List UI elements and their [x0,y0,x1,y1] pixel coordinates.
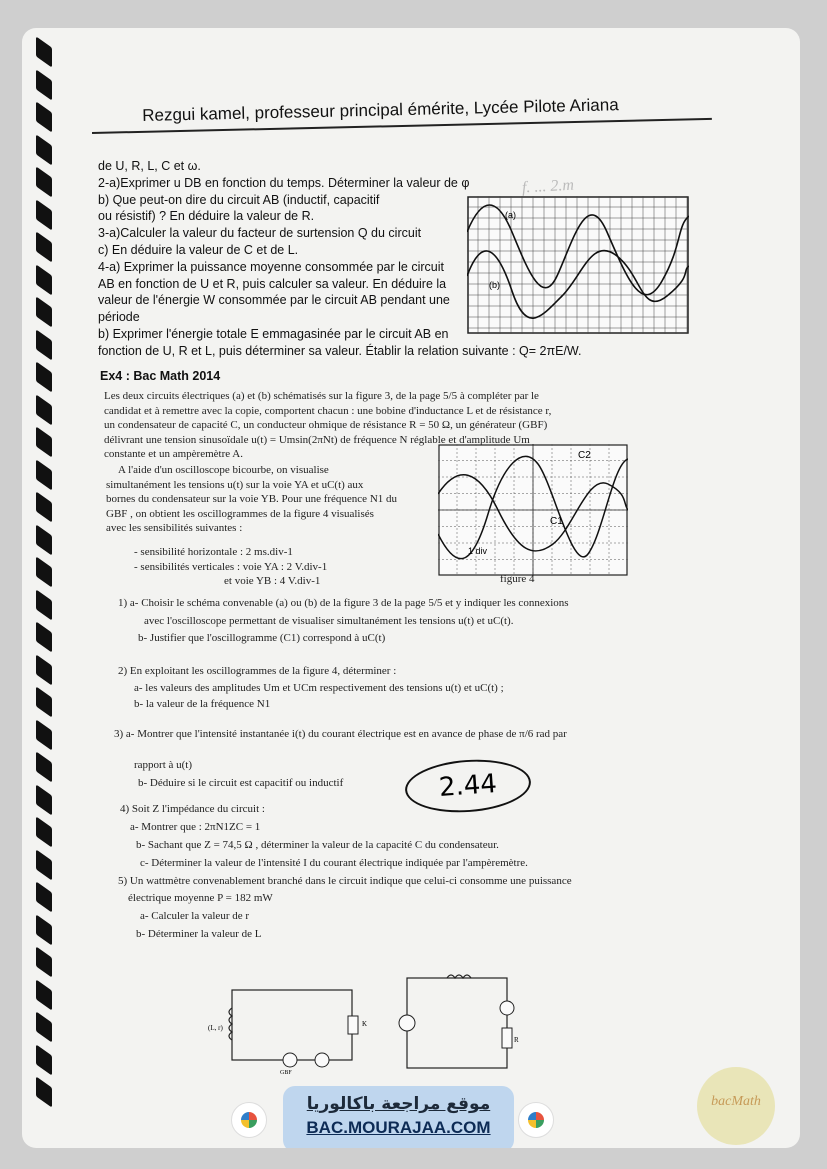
question-line: b- Déterminer la valeur de L [136,928,262,940]
spiral-ring [36,361,52,392]
circuit-r-label: R [514,1036,519,1044]
question-line: b- Déduire si le circuit est capacitif ou inductif [138,777,344,789]
question-line: 3) a- Montrer que l'intensité instantanée i(t) du courant électrique est en avance de phase de π/6 rad par [114,728,567,740]
pencil-note: f. ... 2.m [521,176,575,197]
spiral-ring [36,231,52,262]
text-line: ou résistif) ? En déduire la valeur de R. [98,209,315,224]
text-line: un condensateur de capacité C, un conducteur ohmique de résistance R = 50 Ω, un générateur (GBF) [104,419,548,431]
text-line: candidat et à remettre avec la copie, comportent chacun : une bobine d'inductance L et de résistance r, [104,404,552,417]
spiral-ring [36,816,52,847]
text-line: période [98,310,140,325]
text-line: A l'aide d'un oscilloscope bicourbe, on visualise [118,464,329,476]
text-line: bornes du condensateur sur la voie YB. Pour une fréquence N1 du [106,493,398,505]
c1-label: C1 [550,516,563,527]
question-line: c- Déterminer la valeur de l'intensité I du courant électrique indiquée par l'ampèremètre. [140,857,528,869]
spiral-ring [36,101,52,132]
text-line: 3-a)Calculer la valeur du facteur de surtension Q du circuit [98,226,422,241]
spiral-ring [36,394,52,425]
graph-1 [467,196,689,334]
text-line: fonction de U, R et L, puis déterminer sa valeur. Établir la relation suivante : Q= 2πE/W. [98,343,582,358]
question-line: rapport à u(t) [134,759,193,771]
text-line: GBF , on obtient les oscillogrammes de la figure 4 visualisés [106,507,374,520]
spiral-ring [36,459,52,490]
spiral-ring [36,264,52,295]
spiral-ring [36,979,52,1010]
circuit-k-label: K [362,1020,368,1028]
circuit-gbf-label: GBF [280,1070,292,1076]
spiral-ring [36,199,52,230]
spiral-ring [36,654,52,685]
text-line: de U, R, L, C et ω. [98,159,201,173]
spiral-ring [36,36,52,67]
question-line: b- la valeur de la fréquence N1 [134,698,271,710]
site-logo-left [231,1102,267,1138]
question-line: 2) En exploitant les oscillogrammes de la figure 4, déterminer : [118,665,397,677]
text-line: avec les sensibilités suivantes : [106,522,243,534]
text-line: - sensibilité horizontale : 2 ms.div-1 [134,546,293,558]
text-line: constante et un ampèremètre A. [104,448,243,460]
spiral-ring [36,69,52,100]
question-line: a- Calculer la valeur de r [140,910,250,922]
spiral-ring [36,946,52,977]
question-line: 1) a- Choisir le schéma convenable (a) ou (b) de la figure 3 de la page 5/5 et y indiquer les connexions [118,597,569,609]
curve-b-label: (b) [489,280,500,290]
spiral-ring [36,621,52,652]
text-line: et voie YB : 4 V.div-1 [224,575,321,587]
spiral-ring [36,491,52,522]
circuit-a-label: (L, r) [208,1024,223,1032]
question-line: b- Justifier que l'oscillogramme (C1) correspond à uC(t) [138,632,386,644]
spiral-ring [36,1044,52,1075]
spiral-ring [36,1011,52,1042]
text-line: AB en fonction de U et R, puis calculer sa valeur. En déduire la [98,276,447,291]
spiral-ring [36,329,52,360]
circuits [202,968,522,1078]
text-line: b) Que peut-on dire du circuit AB (inductif, capacitif [98,192,380,207]
text-line: c) En déduire la valeur de C et de L. [98,243,299,257]
document-page [22,28,800,1148]
text-line: délivrant une tension sinusoïdale u(t) = Umsin(2πNt) de fréquence N réglable et d'amplitude Um [104,433,530,446]
spiral-ring [36,881,52,912]
figure-4 [438,444,628,576]
spiral-ring [36,784,52,815]
spiral-ring [36,1076,52,1107]
text-line: b) Exprimer l'énergie totale E emmagasinée par le circuit AB en [98,327,449,341]
site-logo-right [518,1102,554,1138]
curve-a-label: (a) [505,210,516,220]
figure-caption: figure 4 [500,573,535,585]
spiral-ring [36,426,52,457]
spiral-ring [36,751,52,782]
div-label: 1 div [468,546,488,556]
ex4-title: Ex4 : Bac Math 2014 [100,369,221,383]
spiral-ring [36,719,52,750]
question-line: 5) Un wattmètre convenablement branché dans le circuit indique que celui-ci consomme une puissance [118,875,572,887]
site-banner[interactable] [283,1086,514,1148]
question-line: a- Montrer que : 2πN1ZC = 1 [130,821,261,833]
text-line: simultanément les tensions u(t) sur la voie YA et uC(t) aux [106,478,364,491]
c2-label: C2 [578,450,591,461]
question-line: 4) Soit Z l'impédance du circuit : [120,803,265,815]
spiral-ring [36,134,52,165]
handwritten-number: 2.44 [403,756,532,817]
text-line: 2-a)Exprimer u DB en fonction du temps. Déterminer la valeur de φ [98,175,470,190]
question-line: électrique moyenne P = 182 mW [128,892,273,904]
question-line: b- Sachant que Z = 74,5 Ω , déterminer la valeur de la capacité C du condensateur. [136,839,499,851]
text-line: 4-a) Exprimer la puissance moyenne consommée par le circuit [98,259,444,274]
page-header: Rezgui kamel, professeur principal émérite, Lycée Pilote Ariana [142,95,619,125]
spiral-ring [36,849,52,880]
spiral-ring [36,589,52,620]
spiral-ring [36,914,52,945]
question-line: a- les valeurs des amplitudes Um et UCm respectivement des tensions u(t) et uC(t) ; [134,682,504,694]
text-line: Les deux circuits électriques (a) et (b) schématisés sur la figure 3, de la page 5/5 à compléter par le [104,390,539,402]
text-line: valeur de l'énergie W consommée par le circuit AB pendant une [98,293,450,308]
spiral-ring [36,166,52,197]
question-line: avec l'oscilloscope permettant de visualiser simultanément les tensions u(t) et uC(t). [144,615,514,627]
spiral-ring [36,296,52,327]
banner-url[interactable]: BAC.MOURAJAA.COM [306,1118,491,1137]
text-line: - sensibilités verticales : voie YA : 2 V.div-1 [134,560,328,573]
seal-text: bacMath [711,1094,761,1109]
banner-arabic[interactable]: موقع مراجعة باكالوريا [306,1094,491,1114]
spiral-ring [36,556,52,587]
bacmath-seal [697,1067,775,1145]
spiral-ring [36,686,52,717]
spiral-ring [36,524,52,555]
